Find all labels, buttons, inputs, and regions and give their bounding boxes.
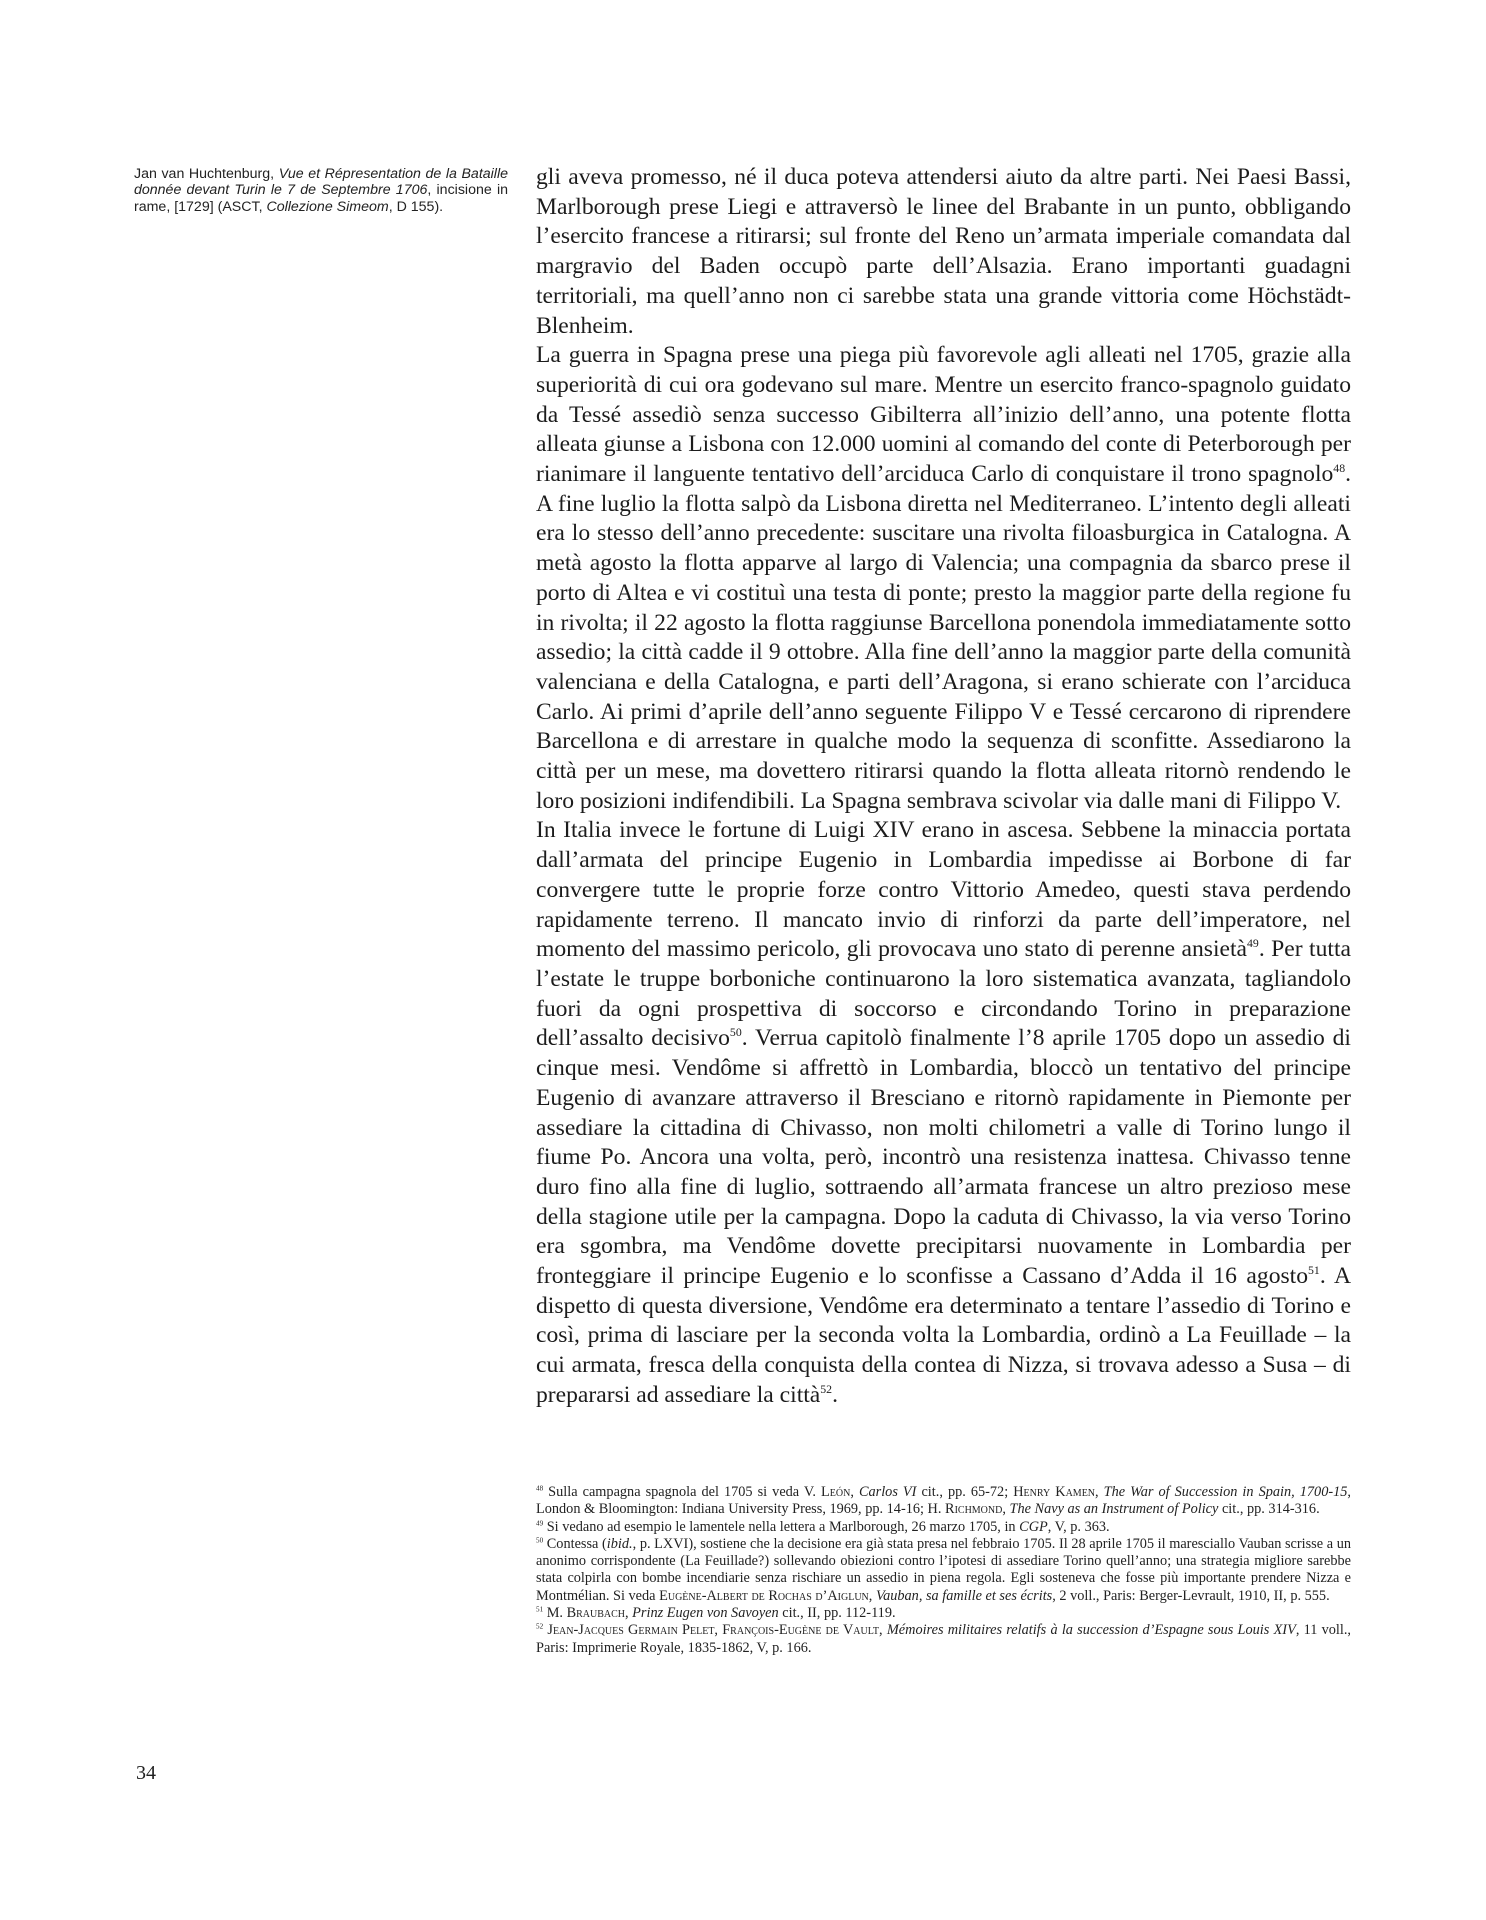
footnote-text: , 11 voll., Paris: Imprimerie Royale, 1835-1862, V, p. 166. xyxy=(536,1622,1351,1656)
paragraph-2 xyxy=(536,341,1351,816)
footnote-text: cit., pp. 314-316. xyxy=(1218,1501,1320,1518)
footnote-48: $^{48}$ Sulla campagna spagnola del 1705 si veda V. León, Carlos VI cit., pp. 65-72; Henry Kamen, The War of Succession in Spain, 1700-15, London & Bloomington: Indiana University Press, 1969, pp. 14-16; H. Richmond, The Navy as an Instrument of Policy cit., pp. 314-316. xyxy=(536,1484,1351,1518)
caption-title: Vue et Répresentation de la Bataille donnée devant Turin le 7 de Septembre 1706 xyxy=(134,166,508,199)
paragraph-3-text-a: In Italia invece le fortune di Luigi XIV erano in ascesa. Sebbene la minaccia portata dall’armata del principe Eugenio in Lombardia impedisse ai Borbone di far convergere tutte le proprie forze contro Vittorio Amedeo, questi stava perdendo rapidamente terreno. Il mancato invio di rinforzi da parte dell’imperatore, nel momento del massimo pericolo, gli provocava uno stato di perenne ansietà xyxy=(536,817,1351,963)
footnote-title: ibid. xyxy=(606,1535,633,1552)
page-number: 34 xyxy=(136,1762,156,1784)
footnotes xyxy=(536,1484,1351,1657)
paragraph-2-text-b: . A fine luglio la flotta salpò da Lisbona diretta nel Mediterraneo. L’intento degli alleati era lo stesso dell’anno precedente: suscitare una rivolta filoasburgica in Catalogna. A metà agosto la flotta apparve al largo di Valencia; una compagnia da sbarco prese il porto di Altea e vi costituì una testa di ponte; presto la maggior parte della regione fu in rivolta; il 22 agosto la flotta raggiunse Barcellona ponendola immediatamente sotto assedio; la città cadde il 9 ottobre. Alla fine dell’anno la maggior parte della comunità valenciana e della Catalogna, e parti dell’Aragona, si erano schierate con l’arciduca Carlo. Ai primi d’aprile dell’anno seguente Filippo V e Tessé cercarono di riprendere Barcellona e di arrestare in qualche modo la sequenza di sconfitte. Assediarono la città per un mese, ma dovettero ritirarsi quando la flotta alleata ritornò rendendo le loro posizioni indifendibili. La Spagna sembrava scivolar via dalle mani di Filippo V. xyxy=(536,461,1351,814)
footnote-text: , V, p. 363. xyxy=(1047,1518,1110,1535)
footnote-number: 52 xyxy=(536,1623,544,1632)
caption-desc: , incisione in rame, [1729] (ASCT, xyxy=(134,182,508,215)
footnote-ref-49[interactable]: 49 xyxy=(1247,936,1259,951)
caption-author: Jan van Huchtenburg, xyxy=(134,166,279,182)
footnote-title: The Navy as an Instrument of Policy xyxy=(1009,1501,1219,1518)
paragraph-1: gli aveva promesso, né il duca poteva attendersi aiuto da altre parti. Nei Paesi Bassi, Marlborough prese Liegi e attraversò le linee del Brabante in un punto, obbligando l’esercito francese a ritirarsi; sul fronte del Reno un’armata imperiale comandata dal margravio del Baden occupò parte dell’Alsazia. Erano importanti guadagni territoriali, ma quell’anno non ci sarebbe stata una grande vittoria come Höchstädt-Blenheim. xyxy=(536,164,1351,339)
footnote-title: Prinz Eugen von Savoyen xyxy=(632,1605,779,1622)
paragraph-3-text-c: . Verrua capitolò finalmente l’8 aprile 1705 dopo un assedio di cinque mesi. Vendôme si affrettò in Lombardia, bloccò un tentativo del principe Eugenio di avanzare attraverso il Bresciano e ritornò rapidamente in Piemonte per assediare la cittadina di Chivasso, non molti chilometri a valle di Torino lungo il fiume Po. Ancora una volta, però, incontrò una resistenza inattesa. Chivasso tenne duro fino alla fine di luglio, sottraendo all’armata francese un altro prezioso mese della stagione utile per la campagna. Dopo la caduta di Chivasso, la via verso Torino era sgombra, ma Vendôme dovette precipitarsi nuovamente in Lombardia per fronteggiare il principe Eugenio e lo sconfisse a Cassano d’Adda il 16 agosto xyxy=(536,1025,1351,1290)
footnote-49 xyxy=(536,1519,1351,1536)
footnote-51: $^{51}$ M. Braubach, Prinz Eugen von Savoyen cit., II, pp. 112-119. xyxy=(536,1605,896,1622)
footnote-ref-48[interactable]: 48 xyxy=(1333,461,1346,476)
footnote-text: cit., pp. 65-72; xyxy=(916,1484,1014,1500)
footnote-50: $^{50}$ Contessa (ibid., p. LXVI), sostiene che la decisione era già stata presa nel febbraio 1705. Il 28 aprile 1705 il maresciallo Vauban scrisse a un anonimo corrispondente (La Feuillade?) sollevando obiezioni contro l’ipotesi di assediare Torino quell’anno; una strategia migliore sarebbe stata colpirla con bombe incendiarie senza rischiare un assedio in piena regola. Egli sosteneva che fosse più importante prendere Nizza e Montmélian. Si veda Eugène-Albert de Rochas d’Aiglun, Vauban, sa famille et ses écrits, 2 voll., Paris: Berger-Levrault, 1910, II, p. 555. xyxy=(536,1535,1351,1604)
body-text xyxy=(536,163,1351,1411)
figure-caption xyxy=(134,166,508,215)
footnote-title: CGP xyxy=(1019,1518,1048,1535)
paragraph-3 xyxy=(536,816,1351,1410)
footnote-number: 49 xyxy=(536,1519,544,1528)
footnote-author: Braubach xyxy=(566,1605,626,1622)
caption-ref: , D 155). xyxy=(388,198,444,215)
footnote-text: , p. LXVI), sostiene che la decisione era già stata presa nel febbraio 1705. Il 28 aprile 1705 il maresciallo Vauban scrisse a un anonimo corrispondente (La Feuillade?) sollevando obiezioni contro l’ipotesi di assediare Torino quell’anno; una strategia migliore sarebbe stata colpirla con bombe incendiarie senza rischiare un assedio in piena regola. Egli sosteneva che fosse più importante prendere Nizza e Montmélian. Si veda xyxy=(536,1535,1351,1604)
footnote-author: Jean-Jacques Germain Pelet, François-Eugène de Vault xyxy=(547,1622,880,1639)
footnote-text: Sulla campagna spagnola del 1705 si veda V. xyxy=(543,1484,822,1500)
footnote-title: Mémoires militaires relatifs à la succession d’Espagne sous Louis XIV xyxy=(886,1622,1296,1639)
footnote-author: Henry Kamen xyxy=(1013,1484,1096,1500)
footnote-text: M. xyxy=(543,1605,567,1622)
footnote-ref-50[interactable]: 50 xyxy=(729,1025,742,1040)
footnote-author: León xyxy=(821,1484,851,1500)
footnote-text: , 2 voll., Paris: Berger-Levrault, 1910, II, p. 555. xyxy=(1052,1587,1330,1604)
paragraph-2-text-a: La guerra in Spagna prese una piega più favorevole agli alleati nel 1705, grazie alla superiorità di cui ora godevano sul mare. Mentre un esercito franco-spagnolo guidato da Tessé assediò senza successo Gibilterra all’inizio dell’anno, una potente flotta alleata giunse a Lisbona con 12.000 uomini al comando del conte di Peterborough per rianimare il languente tentativo dell’arciduca Carlo di conquistare il trono spagnolo xyxy=(536,342,1351,488)
footnote-title: Carlos VI xyxy=(858,1484,917,1500)
paragraph-3-text-d: . A dispetto di questa diversione, Vendôme era determinato a tentare l’assedio di Torino e così, prima di lasciare per la seconda volta la Lombardia, ordinò a La Feuillade – la cui armata, fresca della conquista della contea di Nizza, si trovava adesso a Susa – di prepararsi ad assediare la città xyxy=(536,1263,1351,1408)
footnote-number: 48 xyxy=(536,1484,544,1493)
footnote-text: Si vedano ad esempio le lamentele nella lettera a Marlborough, 26 marzo 1705, in xyxy=(543,1518,1020,1535)
paragraph-3-text-b: . Per tutta l’estate le truppe borboniche continuarono la loro sistematica avanzata, tagliandolo fuori da ogni prospettiva di soccorso e circondando Torino in preparazione dell’assalto decisivo xyxy=(536,936,1351,1052)
footnote-ref-52[interactable]: 52 xyxy=(820,1381,833,1396)
footnote-number: 51 xyxy=(536,1605,544,1614)
footnote-author: Richmond xyxy=(945,1501,1003,1518)
footnote-number: 50 xyxy=(536,1536,544,1545)
footnote-52: $^{52}$ Jean-Jacques Germain Pelet, François-Eugène de Vault, Mémoires militaires relatifs à la succession d’Espagne sous Louis XIV, 11 voll., Paris: Imprimerie Royale, 1835-1862, V, p. 166. xyxy=(536,1622,1351,1656)
footnote-author: Eugène-Albert de Rochas d’Aiglun xyxy=(659,1587,869,1604)
caption-collection: Collezione Simeom xyxy=(266,198,389,215)
footnote-text: Contessa ( xyxy=(543,1535,607,1552)
footnote-ref-51[interactable]: 51 xyxy=(1308,1263,1320,1278)
footnote-text: cit., II, pp. 112-119. xyxy=(778,1605,896,1622)
footnote-title: The War of Succession in Spain, 1700-15 xyxy=(1103,1484,1348,1500)
paragraph-3-text-e: . xyxy=(832,1381,838,1408)
footnote-title: Vauban, sa famille et ses écrits xyxy=(875,1587,1053,1604)
footnote-text: , London & Bloomington: Indiana University Press, 1969, pp. 14-16; H. xyxy=(536,1484,1351,1518)
